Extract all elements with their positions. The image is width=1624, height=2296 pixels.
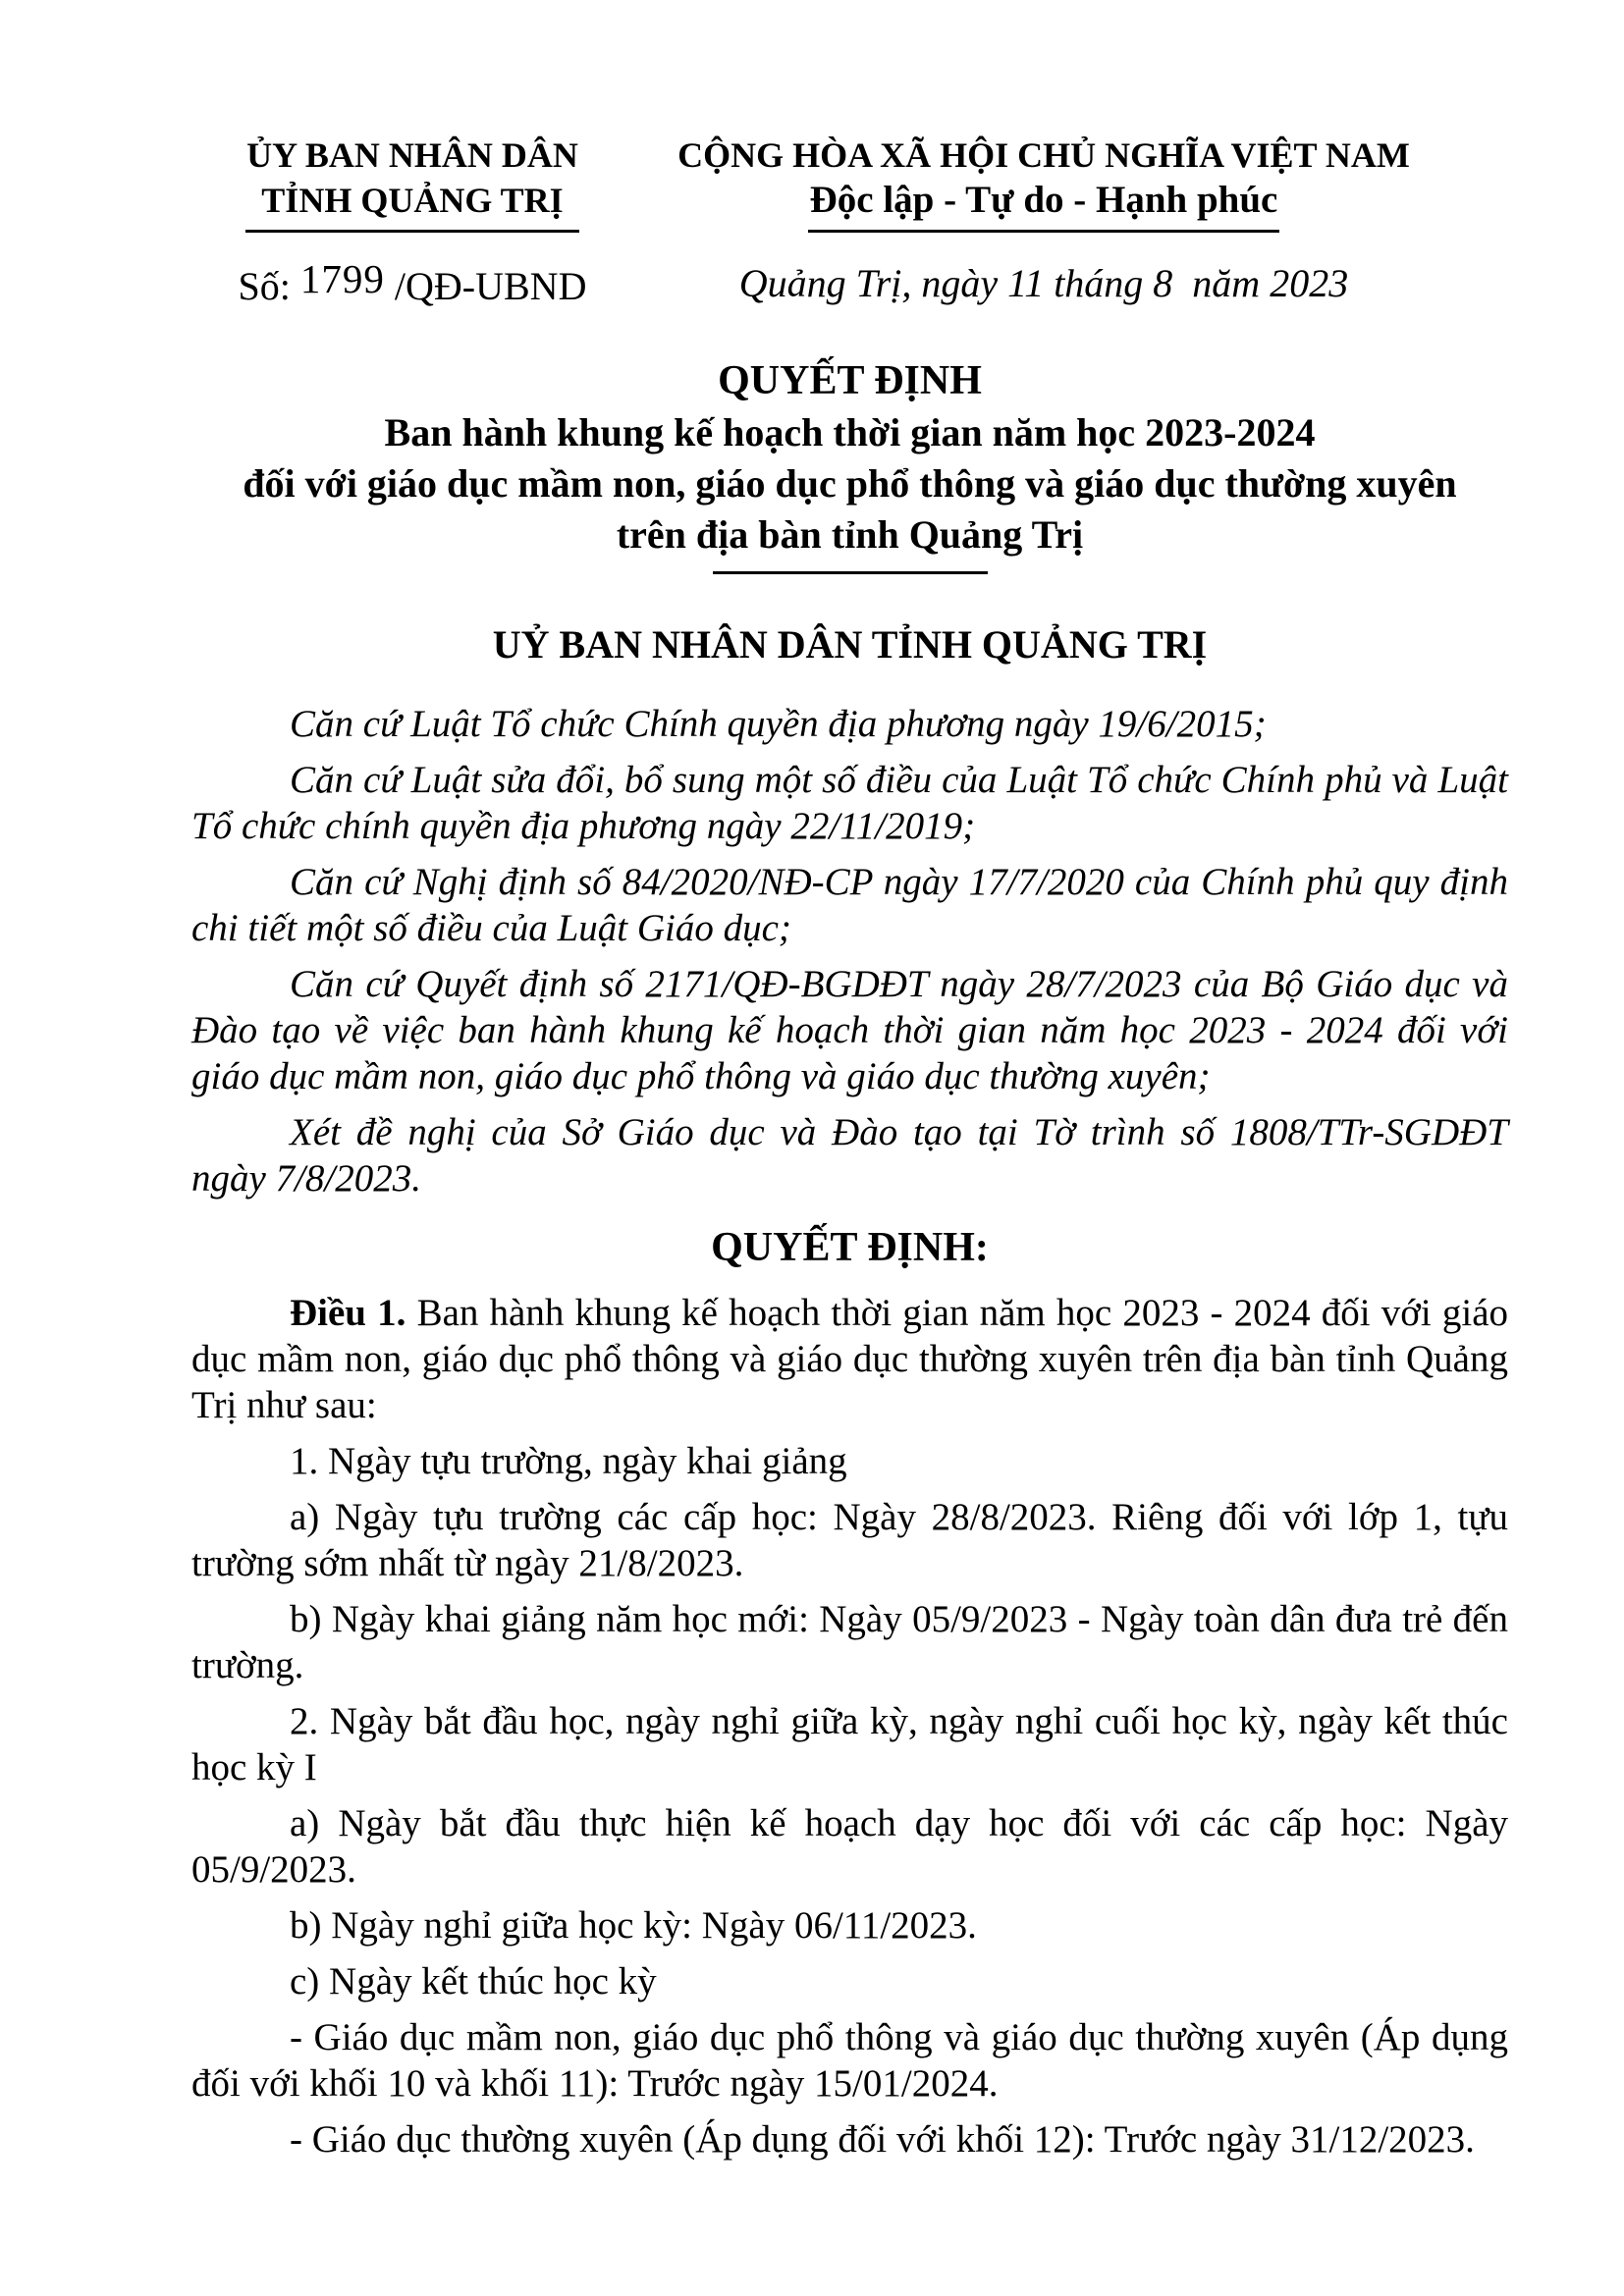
document-body — [191, 701, 1508, 2163]
national-header-block — [633, 133, 1454, 309]
article-1-text: Ban hành khung kế hoạch thời gian năm học 2023 - 2024 đối với giáo dục mầm non, giáo dục phổ thông và giáo dục thường xuyên trên địa bàn tỉnh Quảng Trị như sau: — [191, 1292, 1509, 1426]
document-number-label: Số: — [238, 264, 291, 308]
document-title-block — [191, 355, 1508, 574]
body-paragraph: a) Ngày bắt đầu thực hiện kế hoạch dạy học đối với các cấp học: Ngày 05/9/2023. — [191, 1802, 1508, 1891]
body-paragraph: a) Ngày tựu trường các cấp học: Ngày 28/8/2023. Riêng đối với lớp 1, tựu trường sớm nhất từ ngày 21/8/2023. — [191, 1496, 1508, 1584]
body-paragraph: b) Ngày nghỉ giữa học kỳ: Ngày 06/11/2023. — [290, 1904, 977, 1947]
decision-heading: QUYẾT ĐỊNH: — [711, 1225, 989, 1270]
document-subtitle-line3: trên địa bàn tỉnh Quảng Trị — [616, 512, 1084, 557]
preamble-paragraph: Căn cứ Quyết định số 2171/QĐ-BGDĐT ngày 28/7/2023 của Bộ Giáo dục và Đào tạo về việc ban hành khung kế hoạch thời gian năm học 2023 - 2024 đối với giáo dục mầm non, giáo dục phổ thông và giáo dục thường xuyên; — [191, 963, 1508, 1097]
body-paragraph: c) Ngày kết thúc học kỳ — [290, 1960, 657, 2002]
document-header — [191, 133, 1508, 309]
org-name-line2: TỈNH QUẢNG TRỊ — [245, 178, 578, 233]
article-1-label: Điều 1 — [290, 1292, 397, 1334]
article-1-paragraph — [191, 1290, 1508, 1428]
preamble-paragraph: Căn cứ Luật Tổ chức Chính quyền địa phương ngày 19/6/2015; — [290, 703, 1267, 745]
preamble-paragraph: Căn cứ Luật sửa đổi, bổ sung một số điều của Luật Tổ chức Chính phủ và Luật Tổ chức chính quyền địa phương ngày 22/11/2019; — [191, 759, 1508, 847]
preamble-paragraph: Xét đề nghị của Sở Giáo dục và Đào tạo tại Tờ trình số 1808/TTr-SGDĐT ngày 7/8/2023. — [191, 1111, 1508, 1200]
issuing-org-block — [191, 133, 633, 309]
document-number-value: 1799 — [299, 256, 385, 301]
body-paragraph: - Giáo dục thường xuyên (Áp dụng đối với khối 12): Trước ngày 31/12/2023. — [290, 2118, 1475, 2161]
body-paragraph: b) Ngày khai giảng năm học mới: Ngày 05/9/2023 - Ngày toàn dân đưa trẻ đến trường. — [191, 1598, 1508, 1686]
title-divider-rule — [713, 571, 988, 574]
national-motto-line2-wrap — [633, 178, 1454, 233]
place-date-line: Quảng Trị, ngày 11 tháng 8 năm 2023 — [738, 261, 1349, 305]
article-1-separator: . — [396, 1292, 417, 1334]
document-subtitle-line2: đối với giáo dục mầm non, giáo dục phổ thông và giáo dục thường xuyên — [243, 461, 1457, 506]
body-paragraph: - Giáo dục mầm non, giáo dục phổ thông và giáo dục thường xuyên (Áp dụng đối với khối 10 và khối 11): Trước ngày 15/01/2024. — [191, 2016, 1508, 2105]
body-paragraph: 2. Ngày bắt đầu học, ngày nghỉ giữa kỳ, ngày nghỉ cuối học kỳ, ngày kết thúc học kỳ I — [191, 1700, 1508, 1789]
national-motto-line2: Độc lập - Tự do - Hạnh phúc — [808, 178, 1280, 233]
org-name-line2-wrap — [191, 178, 633, 233]
preamble-paragraph: Căn cứ Nghị định số 84/2020/NĐ-CP ngày 17/7/2020 của Chính phủ quy định chi tiết một số điều của Luật Giáo dục; — [191, 861, 1508, 949]
org-name-line1: ỦY BAN NHÂN DÂN — [246, 135, 578, 175]
document-number — [191, 256, 633, 309]
national-motto-line1: CỘNG HÒA XÃ HỘI CHỦ NGHĨA VIỆT NAM — [677, 135, 1410, 175]
issuer-heading: UỶ BAN NHÂN DÂN TỈNH QUẢNG TRỊ — [492, 622, 1208, 667]
document-title: QUYẾT ĐỊNH — [718, 358, 982, 403]
document-number-suffix: /QĐ-UBND — [394, 264, 587, 308]
document-subtitle-line1: Ban hành khung kế hoạch thời gian năm học 2023-2024 — [384, 410, 1316, 454]
body-paragraph: 1. Ngày tựu trường, ngày khai giảng — [290, 1440, 847, 1482]
